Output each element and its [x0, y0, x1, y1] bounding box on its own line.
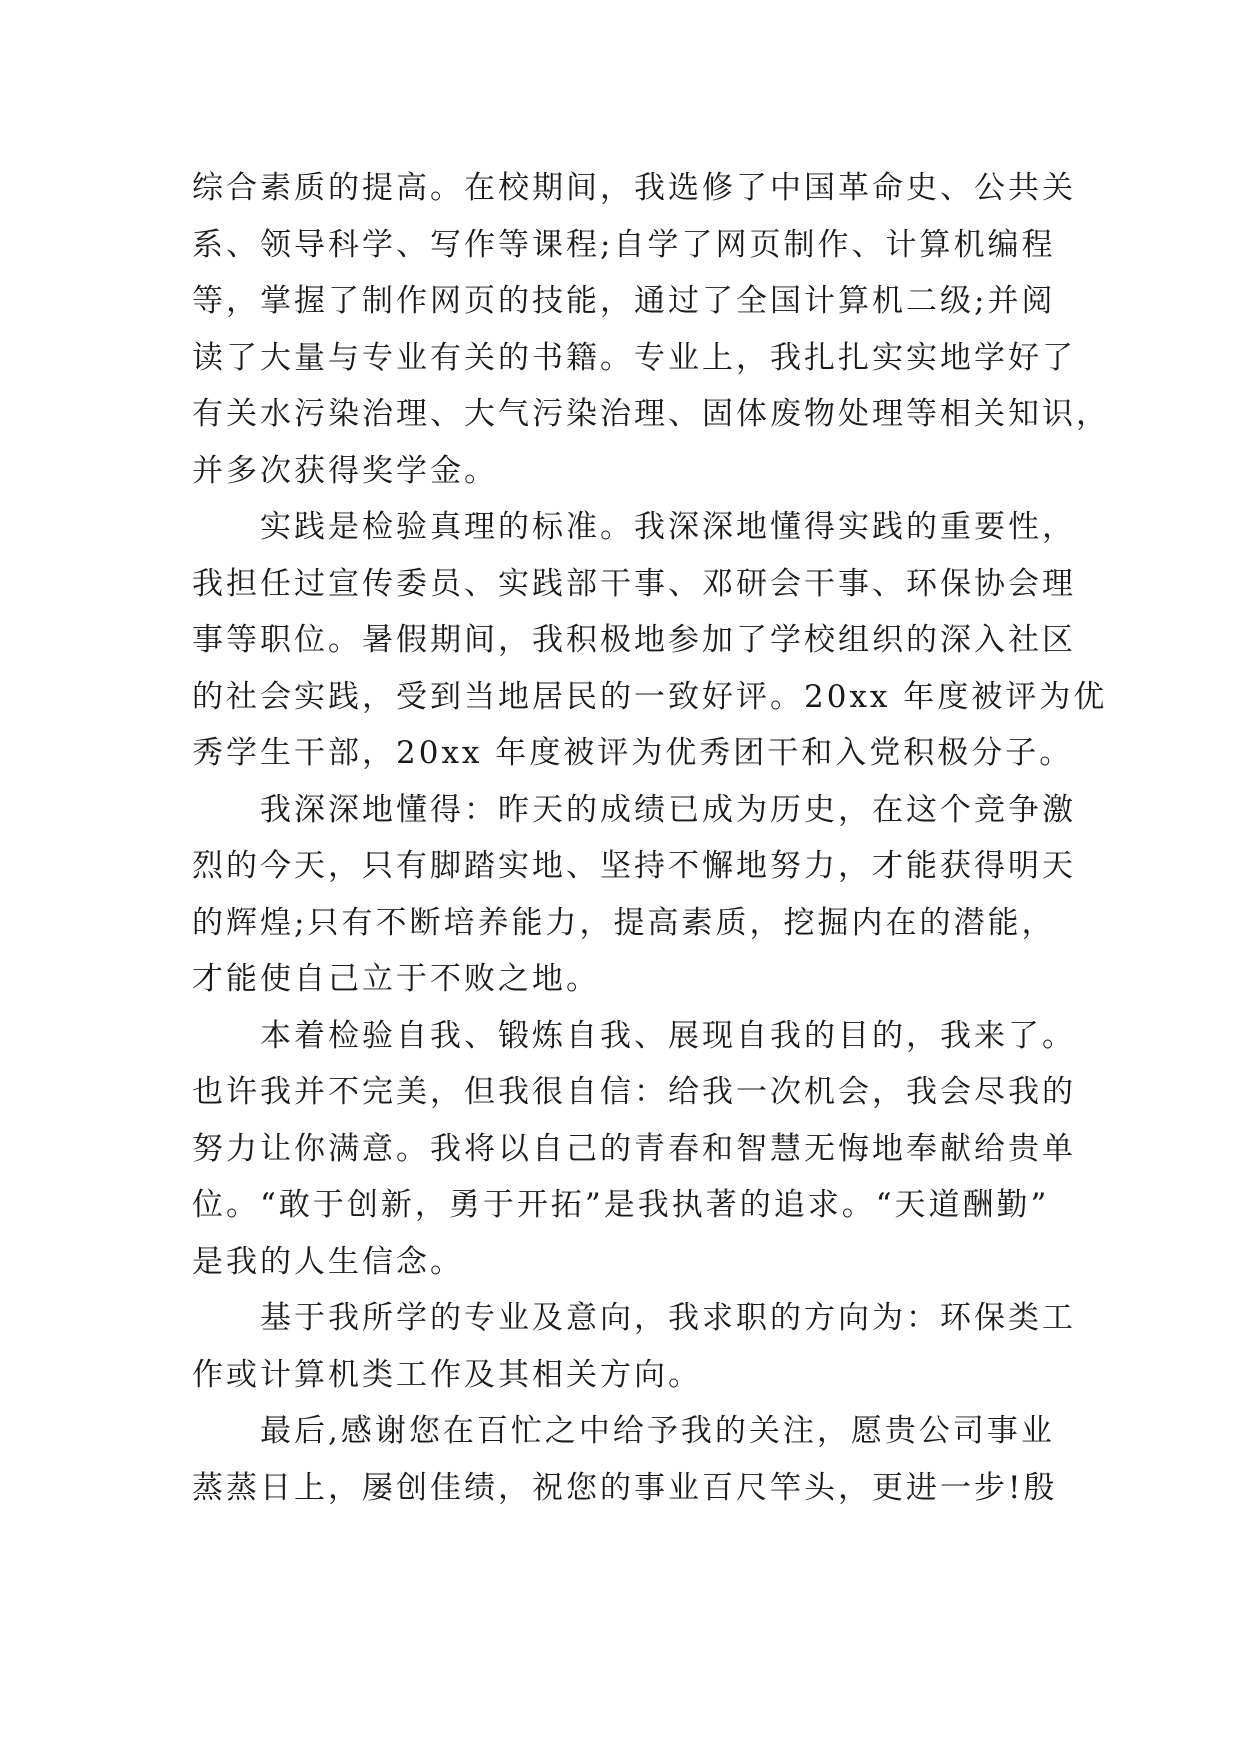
- text-line: 综合素质的提高。在校期间，我选修了中国革命史、公共关: [192, 170, 1076, 206]
- text-line: 的社会实践，受到当地居民的一致好评。20xx 年度被评为优: [192, 678, 1108, 715]
- text-line: 我担任过宣传委员、实践部干事、邓研会干事、环保协会理: [192, 565, 1076, 602]
- text-line: 作或计算机类工作及其相关方向。: [192, 1356, 702, 1393]
- text-line: 烈的今天，只有脚踏实地、坚持不懈地努力，才能获得明天: [192, 848, 1076, 884]
- paragraph-first-line: 基于我所学的专业及意向，我求职的方向为：环保类工: [260, 1300, 1076, 1336]
- text-line: 事等职位。暑假期间，我积极地参加了学校组织的深入社区: [192, 622, 1076, 658]
- paragraph-first-line: 我深深地懂得：昨天的成绩已成为历史，在这个竞争激: [260, 791, 1076, 828]
- text-line: 秀学生干部，20xx 年度被评为优秀团干和入党积极分子。: [192, 735, 1074, 771]
- text-line: 位。“敢于创新，勇于开拓”是我执著的追求。“天道酬勤”: [192, 1187, 1050, 1223]
- text-line: 并多次获得奖学金。: [192, 452, 498, 489]
- text-line: 有关水污染治理、大气污染治理、固体废物处理等相关知识，: [192, 396, 1110, 432]
- text-line: 系、领导科学、写作等课程;自学了网页制作、计算机编程: [192, 226, 1056, 263]
- text-line: 的辉煌;只有不断培养能力，提高素质，挖掘内在的潜能，: [192, 904, 1056, 941]
- paragraph-first-line: 实践是检验真理的标准。我深深地懂得实践的重要性，: [260, 509, 1076, 545]
- text-line: 蒸蒸日上，屡创佳绩，祝您的事业百尺竿头，更进一步!殷: [192, 1469, 1058, 1506]
- text-line: 是我的人生信念。: [192, 1243, 464, 1280]
- text-line: 等，掌握了制作网页的技能，通过了全国计算机二级;并阅: [192, 283, 1056, 319]
- text-line: 也许我并不完美，但我很自信：给我一次机会，我会尽我的: [192, 1074, 1076, 1110]
- paragraph-first-line: 本着检验自我、锻炼自我、展现自我的目的，我来了。: [260, 1017, 1076, 1054]
- paragraph-first-line: 最后,感谢您在百忙之中给予我的关注，愿贵公司事业: [260, 1413, 1055, 1449]
- text-line: 才能使自己立于不败之地。: [192, 961, 600, 997]
- text-line: 读了大量与专业有关的书籍。专业上，我扎扎实实地学好了: [192, 339, 1076, 376]
- letter-body: [192, 160, 1110, 1516]
- text-line: 努力让你满意。我将以自己的青春和智慧无悔地奉献给贵单: [192, 1130, 1076, 1167]
